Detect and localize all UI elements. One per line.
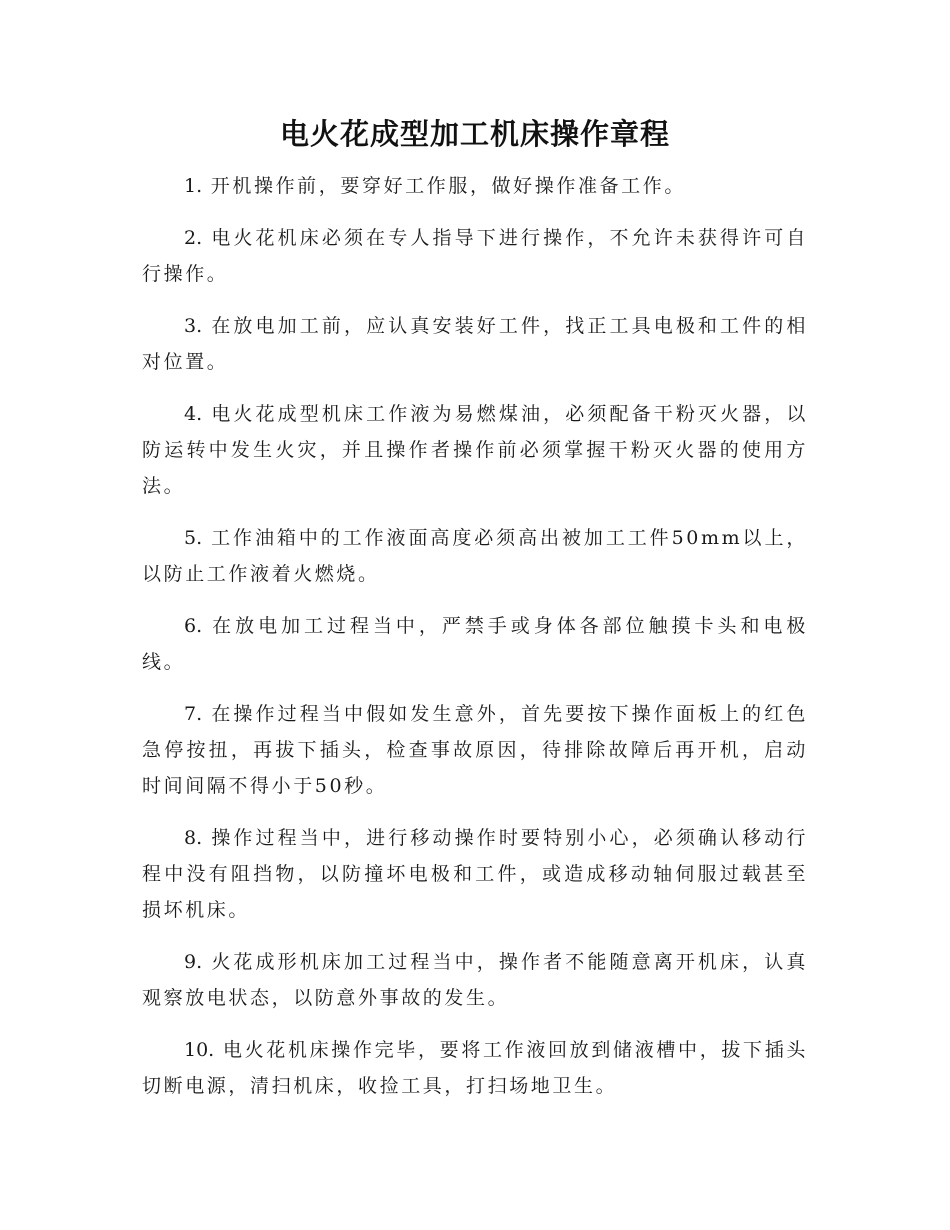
- rule-item: [142, 1032, 808, 1104]
- rule-number: 1.: [184, 175, 203, 197]
- rule-text: 在放电加工过程当中，严禁手或身体各部位触摸卡头和电极线。: [142, 615, 808, 673]
- rule-number: 10.: [184, 1039, 215, 1061]
- rule-number: 8.: [184, 827, 203, 849]
- rule-text: 操作过程当中，进行移动操作时要特别小心，必须确认移动行程中没有阻挡物，以防撞坏电极和工件，或造成移动轴伺服过载甚至损坏机床。: [142, 827, 809, 921]
- rule-text: 电火花成型机床工作液为易燃煤油，必须配备干粉灭火器，以防运转中发生火灾，并且操作者操作前必须掌握干粉灭火器的使用方法。: [142, 403, 809, 497]
- rule-number: 4.: [184, 403, 203, 425]
- rule-item: [142, 696, 808, 804]
- rule-number: 9.: [184, 951, 203, 973]
- rule-item: [142, 944, 808, 1016]
- rule-item: [142, 608, 808, 680]
- rule-text: 在操作过程当中假如发生意外，首先要按下操作面板上的红色急停按扭，再拔下插头，检查事故原因，待排除故障后再开机，启动时间间隔不得小于50秒。: [142, 703, 809, 797]
- rule-number: 2.: [184, 227, 203, 249]
- rule-text: 电火花机床必须在专人指导下进行操作，不允许未获得许可自行操作。: [142, 227, 809, 285]
- rule-item: [142, 308, 808, 380]
- rule-text: 火花成形机床加工过程当中，操作者不能随意离开机床，认真观察放电状态，以防意外事故的发生。: [142, 951, 809, 1009]
- rule-item: [142, 820, 808, 928]
- rule-number: 5.: [184, 527, 203, 549]
- rule-text: 工作油箱中的工作液面高度必须高出被加工工件50mm以上，以防止工作液着火燃烧。: [142, 527, 808, 585]
- rule-text: 开机操作前，要穿好工作服，做好操作准备工作。: [210, 175, 686, 197]
- rule-item: [142, 396, 808, 504]
- rule-text: 在放电加工前，应认真安装好工件，找正工具电极和工件的相对位置。: [142, 315, 809, 373]
- rule-item: [142, 168, 808, 204]
- rule-number: 7.: [184, 703, 203, 725]
- rule-number: 3.: [184, 315, 203, 337]
- rule-item: [142, 520, 808, 592]
- rule-item: [142, 220, 808, 292]
- rule-number: 6.: [184, 615, 203, 637]
- rules-list: [142, 168, 808, 1120]
- document-title: 电火花成型加工机床操作章程: [279, 117, 670, 151]
- rule-text: 电火花机床操作完毕，要将工作液回放到储液槽中，拔下插头切断电源，清扫机床，收捡工具，打扫场地卫生。: [142, 1039, 809, 1097]
